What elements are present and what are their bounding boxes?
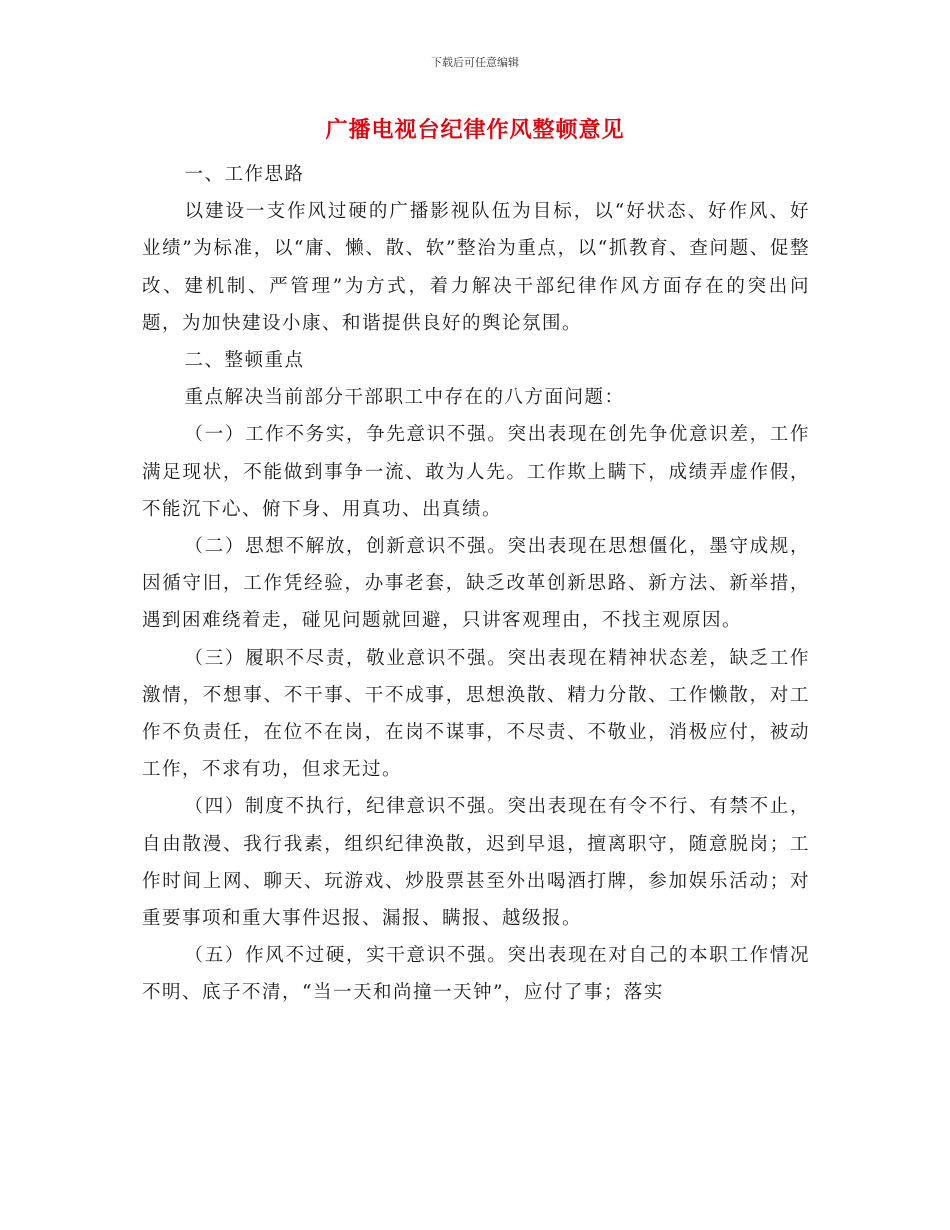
paragraph-item-3: （三）履职不尽责，敬业意识不强。突出表现在精神状态差，缺乏工作激情，不想事、不干事、干不成事，思想涣散、精力分散、工作懒散，对工作不负责任，在位不在岗，在岗不谋事，不尽责、不敬业，消极应付，被动工作，不求有功，但求无过。 [142,647,810,781]
paragraph-item-2: （二）思想不解放，创新意识不强。突出表现在思想僵化，墨守成规，因循守旧，工作凭经验，办事老套，缺乏改革创新思路、新方法、新举措，遇到困难绕着走，碰见问题就回避，只讲客观理由，不找主观原因。 [142,536,810,632]
document-title: 广播电视台纪律作风整顿意见 [325,118,625,143]
paragraph-item-1: （一）工作不务实，争先意识不强。突出表现在创先争优意识差，工作满足现状，不能做到事争一流、敢为人先。工作欺上瞒下，成绩弄虚作假，不能沉下心、俯下身、用真功、出真绩。 [142,424,810,520]
paragraph-work-approach: 以建设一支作风过硬的广播影视队伍为目标，以“好状态、好作风、好业绩”为标准，以“庸、懒、散、软”整治为重点，以“抓教育、查问题、促整改、建机制、严管理”为方式，着力解决干部纪律作风方面存在的突出问题，为加快建设小康、和谐提供良好的舆论氛围。 [142,201,810,334]
document-body [142,156,810,1012]
paragraph-item-4: （四）制度不执行，纪律意识不强。突出表现在有令不行、有禁不止，自由散漫、我行我素，组织纪律涣散，迟到早退，擅离职守，随意脱岗；工作时间上网、聊天、玩游戏、炒股票甚至外出喝酒打牌，参加娱乐活动；对重要事项和重大事件迟报、漏报、瞒报、越级报。 [142,796,810,930]
section-heading-1: 一、工作思路 [184,164,305,185]
page-header-note: 下载后可任意编辑 [431,56,519,69]
section-heading-2: 二、整顿重点 [184,350,305,372]
paragraph-item-5: （五）作风不过硬，实干意识不强。突出表现在对自己的本职工作情况不明、底子不清，“当一天和尚撞一天钟”，应付了事；落实 [142,945,810,1004]
paragraph-intro-problems: 重点解决当前部分干部职工中存在的八方面问题： [184,387,625,409]
